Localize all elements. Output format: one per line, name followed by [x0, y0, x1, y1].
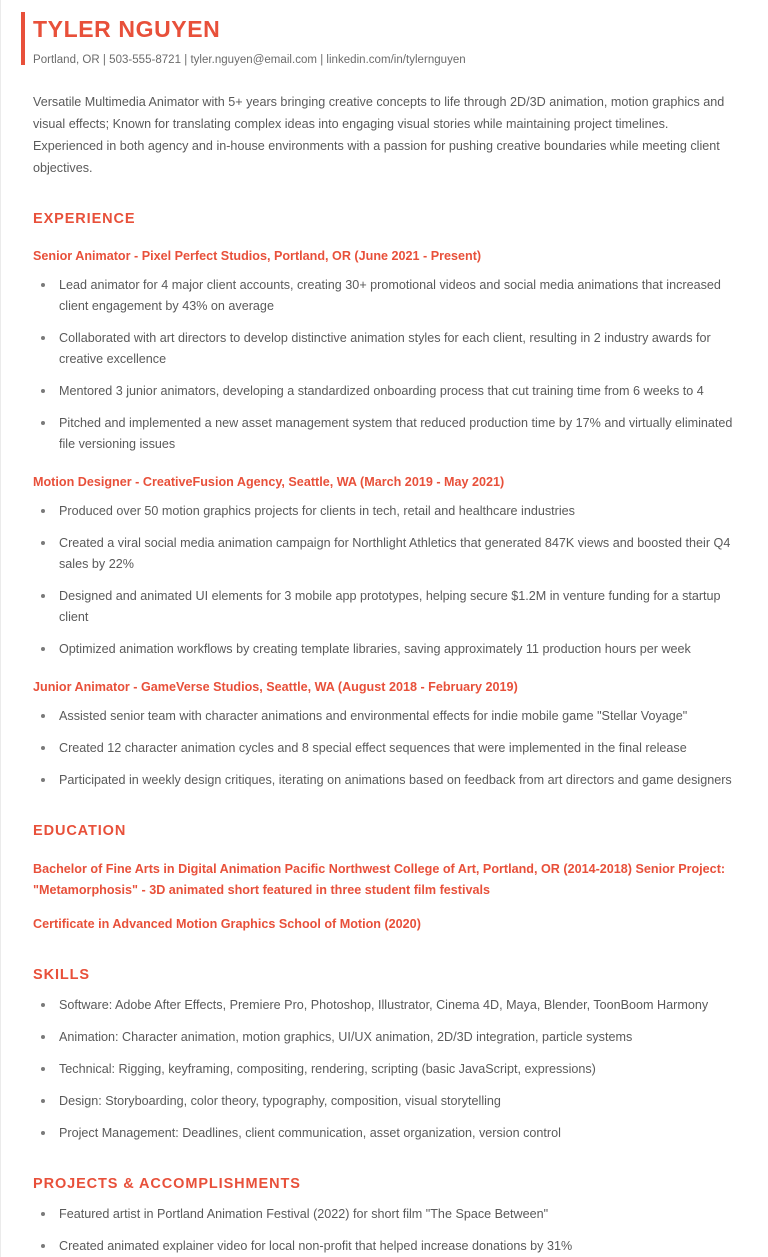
- bullet-dot-icon: [41, 1099, 45, 1103]
- candidate-name: TYLER NGUYEN: [33, 16, 221, 42]
- experience-section: [33, 209, 739, 791]
- bullet-dot-icon: [41, 283, 45, 287]
- job-bullet: [33, 706, 739, 727]
- bullet-dot-icon: [41, 421, 45, 425]
- section-title-skills: SKILLS: [33, 967, 90, 983]
- job-heading: Motion Designer - CreativeFusion Agency, Seattle, WA (March 2019 - May 2021): [33, 475, 505, 489]
- skill-item: [33, 995, 739, 1016]
- job-bullet: [33, 413, 739, 455]
- experience-entry: [33, 678, 739, 791]
- skill-item: [33, 1123, 739, 1144]
- skills-section: [33, 965, 739, 1144]
- job-bullet: [33, 381, 739, 402]
- skills-list: [33, 995, 739, 1144]
- job-bullet-text: Participated in weekly design critiques, iterating on animations based on feedback from art directors and game designers: [59, 773, 732, 787]
- accent-bar-decoration: [21, 12, 25, 65]
- contact-line: Portland, OR | 503-555-8721 | tyler.nguyen@email.com | linkedin.com/in/tylernguyen: [33, 54, 466, 66]
- bullet-dot-icon: [41, 1212, 45, 1216]
- job-bullet-list: [33, 706, 739, 791]
- projects-list: [33, 1204, 739, 1257]
- section-title-education: EDUCATION: [33, 823, 127, 839]
- experience-entry: [33, 247, 739, 455]
- bullet-dot-icon: [41, 541, 45, 545]
- bullet-dot-icon: [41, 1131, 45, 1135]
- skill-item: [33, 1027, 739, 1048]
- job-heading: Senior Animator - Pixel Perfect Studios, Portland, OR (June 2021 - Present): [33, 249, 482, 263]
- job-bullet-text: Mentored 3 junior animators, developing a standardized onboarding process that cut training time from 6 weeks to 4: [59, 384, 704, 398]
- bullet-dot-icon: [41, 336, 45, 340]
- projects-section: [33, 1174, 739, 1257]
- job-bullet-text: Created a viral social media animation campaign for Northlight Athletics that generated 847K views and boosted their Q4 sales by 22%: [59, 536, 731, 571]
- section-title-experience: EXPERIENCE: [33, 211, 136, 227]
- job-bullet-text: Lead animator for 4 major client accounts, creating 30+ promotional videos and social media animations that increased client engagement by 43% on average: [59, 278, 721, 313]
- resume-header: [21, 0, 740, 74]
- project-item-text: Featured artist in Portland Animation Festival (2022) for short film "The Space Between": [59, 1207, 549, 1221]
- education-section: [33, 821, 739, 935]
- bullet-dot-icon: [41, 1067, 45, 1071]
- bullet-dot-icon: [41, 714, 45, 718]
- education-entry: Certificate in Advanced Motion Graphics School of Motion (2020): [33, 917, 421, 931]
- skill-item-text: Project Management: Deadlines, client communication, asset organization, version control: [59, 1126, 561, 1140]
- project-item-text: Created animated explainer video for local non-profit that helped increase donations by 31%: [59, 1239, 573, 1253]
- bullet-dot-icon: [41, 509, 45, 513]
- job-bullet-list: [33, 275, 739, 455]
- job-bullet: [33, 275, 739, 317]
- job-bullet: [33, 533, 739, 575]
- job-bullet-text: Assisted senior team with character animations and environmental effects for indie mobile game "Stellar Voyage": [59, 709, 688, 723]
- project-item: [33, 1236, 739, 1257]
- job-bullet-text: Pitched and implemented a new asset management system that reduced production time by 17% and virtually eliminated file versioning issues: [59, 416, 733, 451]
- job-bullet-text: Collaborated with art directors to develop distinctive animation styles for each client, resulting in 2 industry awards for creative excellence: [59, 331, 711, 366]
- bullet-dot-icon: [41, 1035, 45, 1039]
- bullet-dot-icon: [41, 1003, 45, 1007]
- job-bullet-text: Created 12 character animation cycles and 8 special effect sequences that were implemented in the final release: [59, 741, 687, 755]
- education-entry: Bachelor of Fine Arts in Digital Animation Pacific Northwest College of Art, Portland, OR (2014-2018) Senior Project: "Metamorphosis" - 3D animated short featured in three student film festivals: [33, 862, 726, 897]
- job-bullet: [33, 328, 739, 370]
- section-title-projects: PROJECTS & ACCOMPLISHMENTS: [33, 1176, 301, 1192]
- bullet-dot-icon: [41, 778, 45, 782]
- skill-item-text: Animation: Character animation, motion graphics, UI/UX animation, 2D/3D integration, particle systems: [59, 1030, 633, 1044]
- bullet-dot-icon: [41, 1244, 45, 1248]
- job-bullet: [33, 501, 739, 522]
- job-bullet: [33, 639, 739, 660]
- job-bullet-list: [33, 501, 739, 660]
- job-bullet: [33, 586, 739, 628]
- skill-item-text: Technical: Rigging, keyframing, compositing, rendering, scripting (basic JavaScript, expressions): [59, 1062, 596, 1076]
- professional-summary: Versatile Multimedia Animator with 5+ years bringing creative concepts to life through 2D/3D animation, motion graphics and visual effects; Known for translating complex ideas into engaging visual stories while maintaining project timelines. Experienced in both agency and in-house environments with a passion for pushing creative boundaries while meeting client objectives.: [33, 95, 725, 175]
- skill-item-text: Design: Storyboarding, color theory, typography, composition, visual storytelling: [59, 1094, 501, 1108]
- bullet-dot-icon: [41, 746, 45, 750]
- project-item: [33, 1204, 739, 1225]
- job-bullet-text: Designed and animated UI elements for 3 mobile app prototypes, helping secure $1.2M in venture funding for a startup client: [59, 589, 721, 624]
- bullet-dot-icon: [41, 594, 45, 598]
- skill-item-text: Software: Adobe After Effects, Premiere Pro, Photoshop, Illustrator, Cinema 4D, Maya, Blender, ToonBoom Harmony: [59, 998, 709, 1012]
- skill-item: [33, 1091, 739, 1112]
- skill-item: [33, 1059, 739, 1080]
- bullet-dot-icon: [41, 647, 45, 651]
- experience-entry: [33, 473, 739, 660]
- job-bullet-text: Optimized animation workflows by creating template libraries, saving approximately 11 production hours per week: [59, 642, 691, 656]
- bullet-dot-icon: [41, 389, 45, 393]
- job-bullet: [33, 738, 739, 759]
- job-bullet: [33, 770, 739, 791]
- job-heading: Junior Animator - GameVerse Studios, Seattle, WA (August 2018 - February 2019): [33, 680, 518, 694]
- job-bullet-text: Produced over 50 motion graphics projects for clients in tech, retail and healthcare industries: [59, 504, 575, 518]
